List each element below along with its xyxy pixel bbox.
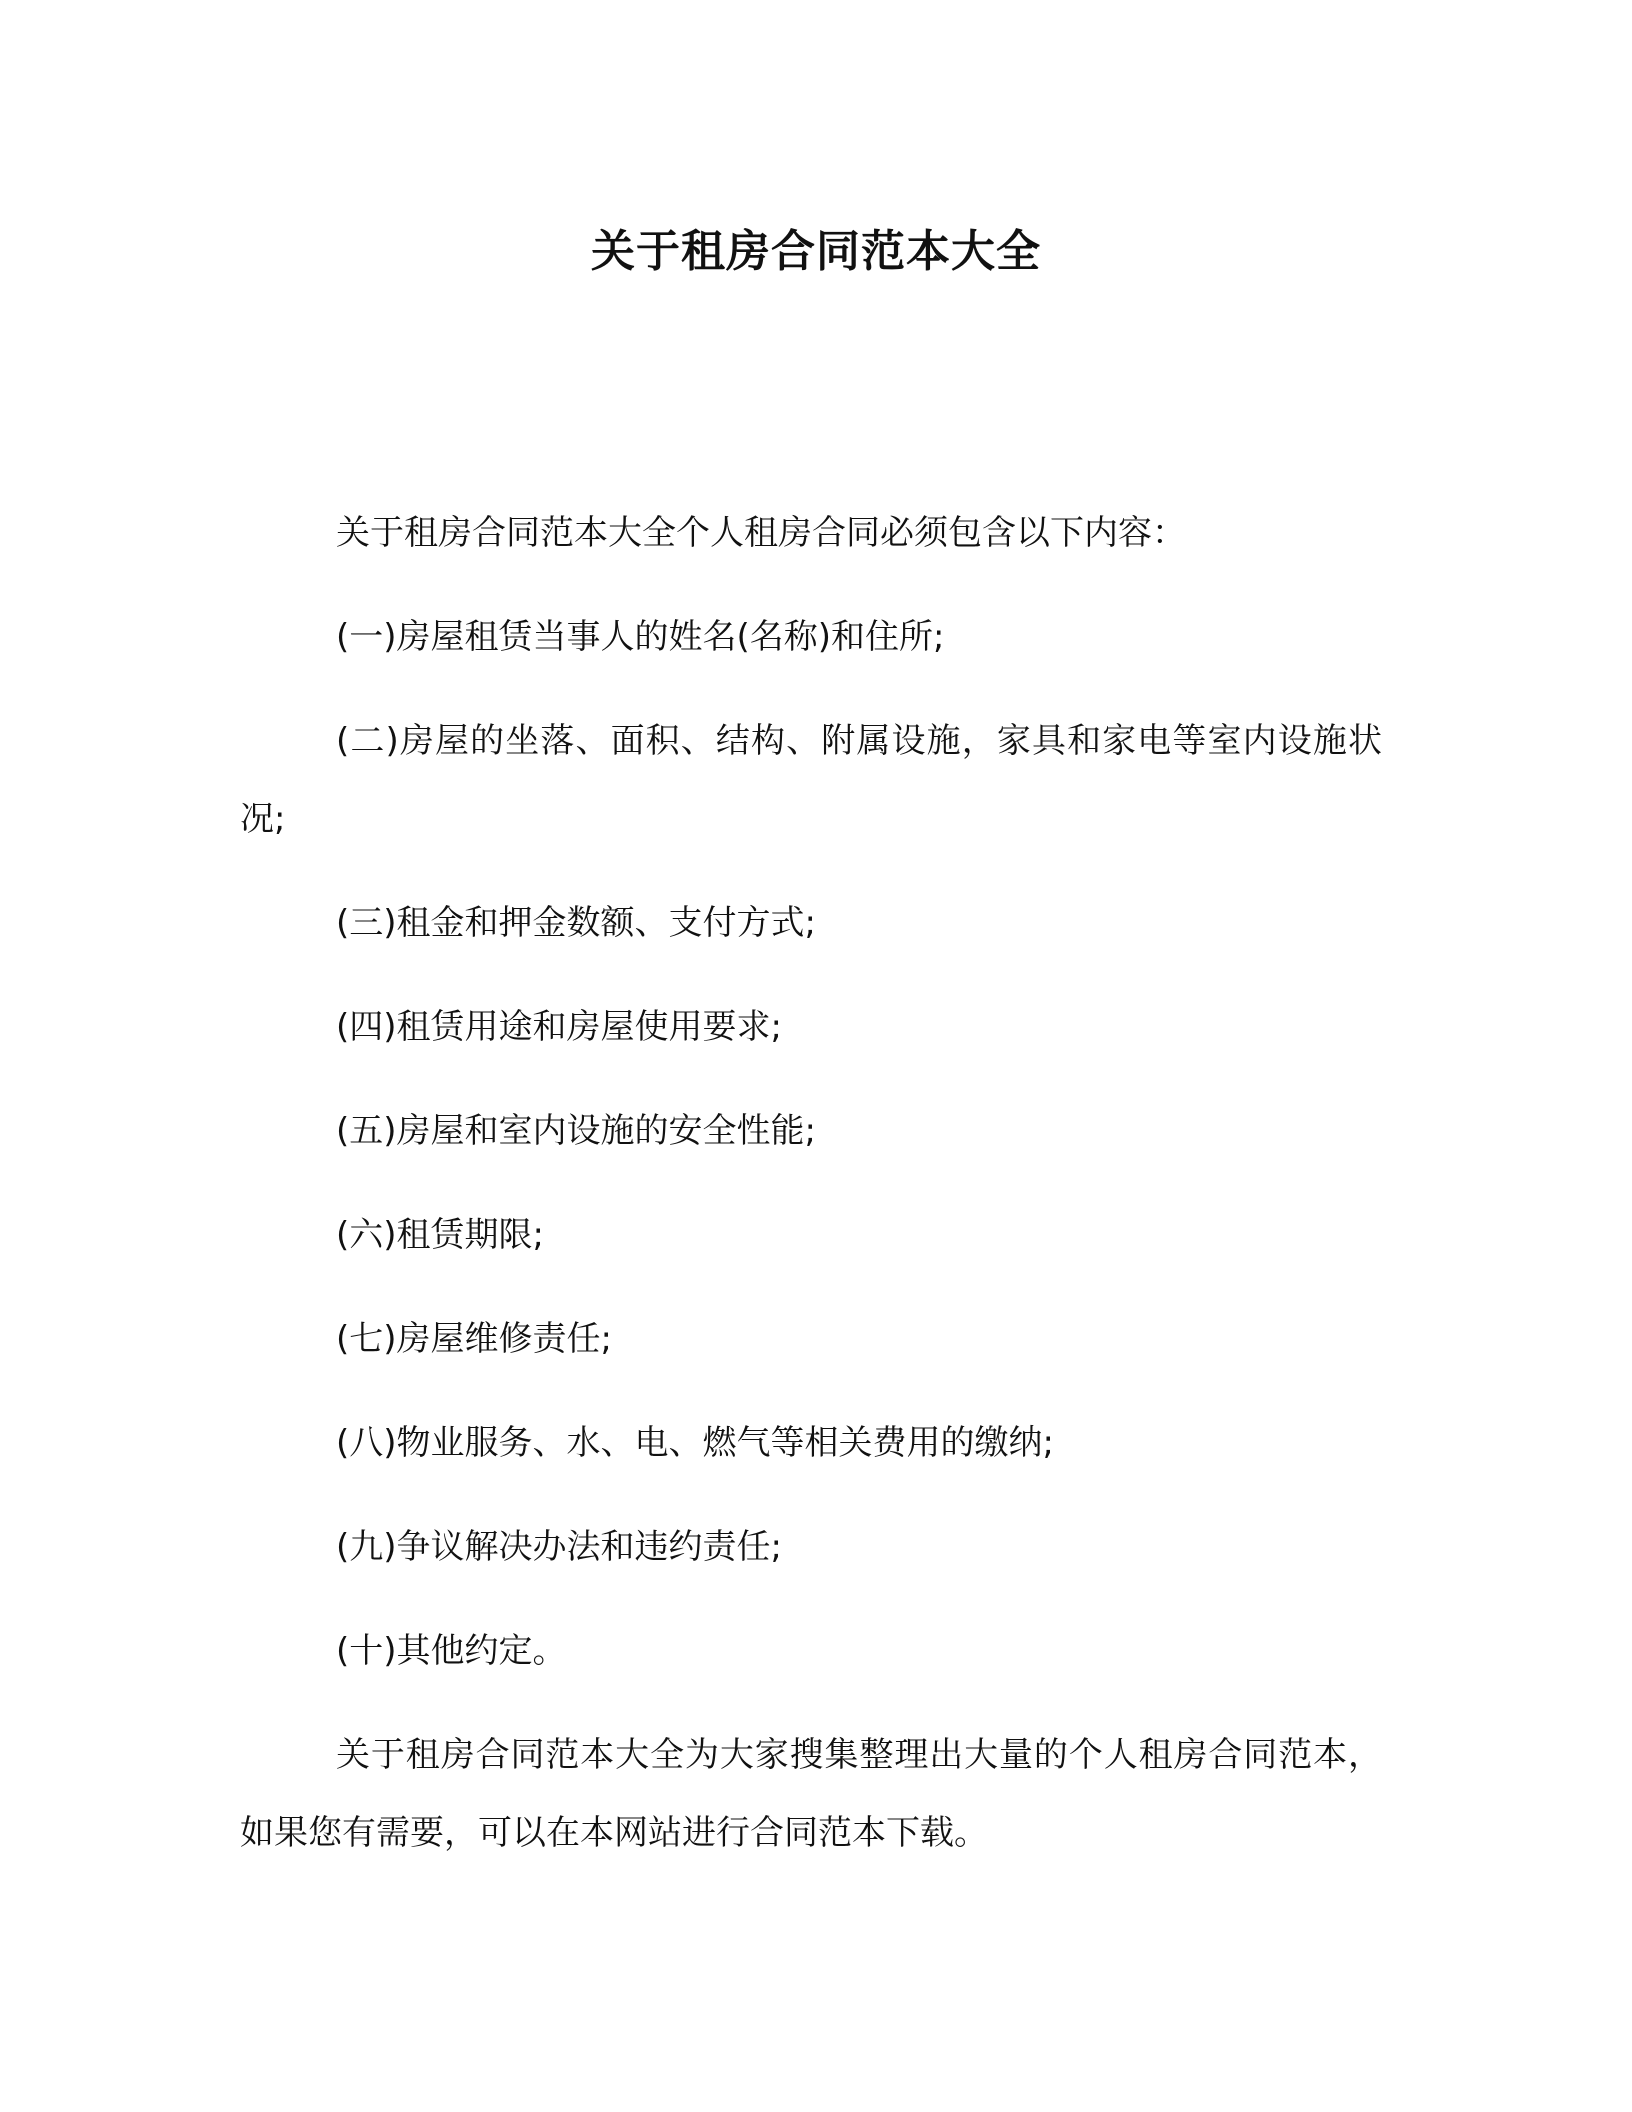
list-item: (二)房屋的坐落、面积、结构、附属设施，家具和家电等室内设施状况; — [240, 721, 1382, 839]
list-item: (七)房屋维修责任; — [336, 1319, 612, 1359]
list-item: (一)房屋租赁当事人的姓名(名称)和住所; — [336, 617, 945, 657]
document-body — [240, 494, 1382, 1898]
list-item: (九)争议解决办法和违约责任; — [336, 1527, 782, 1567]
list-item: (八)物业服务、水、电、燃气等相关费用的缴纳; — [336, 1423, 1054, 1463]
intro-paragraph: 关于租房合同范本大全个人租房合同必须包含以下内容： — [336, 513, 1186, 553]
list-item: (四)租赁用途和房屋使用要求; — [336, 1007, 782, 1047]
closing-paragraph: 关于租房合同范本大全为大家搜集整理出大量的个人租房合同范本，如果您有需要，可以在本网站进行合同范本下载。 — [240, 1735, 1382, 1853]
list-item: (五)房屋和室内设施的安全性能; — [336, 1111, 816, 1151]
list-item: (十)其他约定。 — [336, 1631, 567, 1671]
document-title: 关于租房合同范本大全 — [591, 226, 1041, 277]
list-item: (六)租赁期限; — [336, 1215, 544, 1255]
list-item: (三)租金和押金数额、支付方式; — [336, 903, 816, 943]
